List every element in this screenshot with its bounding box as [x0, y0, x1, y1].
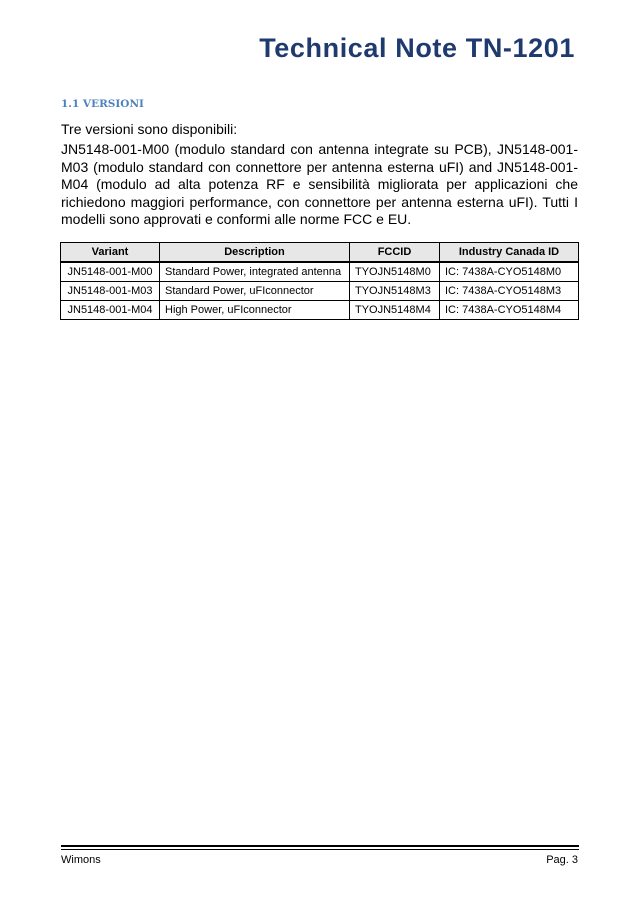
section-heading: 1.1 VERSIONI: [61, 98, 144, 110]
footer-page-number: Pag. 3: [546, 854, 578, 866]
table-row: [61, 301, 579, 320]
table-header-row: [61, 243, 579, 263]
table-row: [61, 262, 579, 282]
header-description: Description: [160, 243, 350, 263]
cell-industry-canada-id: IC: 7438A-CYO5148M3: [440, 282, 579, 301]
footer-divider-thick: [61, 845, 579, 847]
cell-fccid: TYOJN5148M0: [350, 262, 440, 282]
cell-description: High Power, uFIconnector: [160, 301, 350, 320]
cell-fccid: TYOJN5148M3: [350, 282, 440, 301]
versions-paragraph: JN5148-001-M00 (modulo standard con antenna integrate su PCB), JN5148-001-M03 (modulo standard con connettore per antenna esterna uFI) and JN5148-001-M04 (modulo ad alta potenza RF e sensibilità migliorata per applicazioni che richiedono maggiori performance, con connettore per antenna esterna uFI). Tutti I modelli sono approvati e conformi alle norme FCC e EU.: [61, 141, 578, 228]
document-title: Technical Note TN-1201: [259, 33, 575, 63]
cell-description: Standard Power, integrated antenna: [160, 262, 350, 282]
cell-variant: JN5148-001-M03: [61, 282, 160, 301]
footer-company: Wimons: [61, 854, 101, 866]
cell-industry-canada-id: IC: 7438A-CYO5148M0: [440, 262, 579, 282]
cell-fccid: TYOJN5148M4: [350, 301, 440, 320]
variants-table: [60, 242, 579, 320]
intro-paragraph: Tre versioni sono disponibili:: [61, 121, 238, 137]
header-variant: Variant: [61, 243, 160, 263]
header-industry-canada-id: Industry Canada ID: [440, 243, 579, 263]
header-fccid: FCCID: [350, 243, 440, 263]
footer-divider-thin: [61, 849, 579, 850]
cell-variant: JN5148-001-M00: [61, 262, 160, 282]
cell-description: Standard Power, uFIconnector: [160, 282, 350, 301]
cell-industry-canada-id: IC: 7438A-CYO5148M4: [440, 301, 579, 320]
table-row: [61, 282, 579, 301]
cell-variant: JN5148-001-M04: [61, 301, 160, 320]
